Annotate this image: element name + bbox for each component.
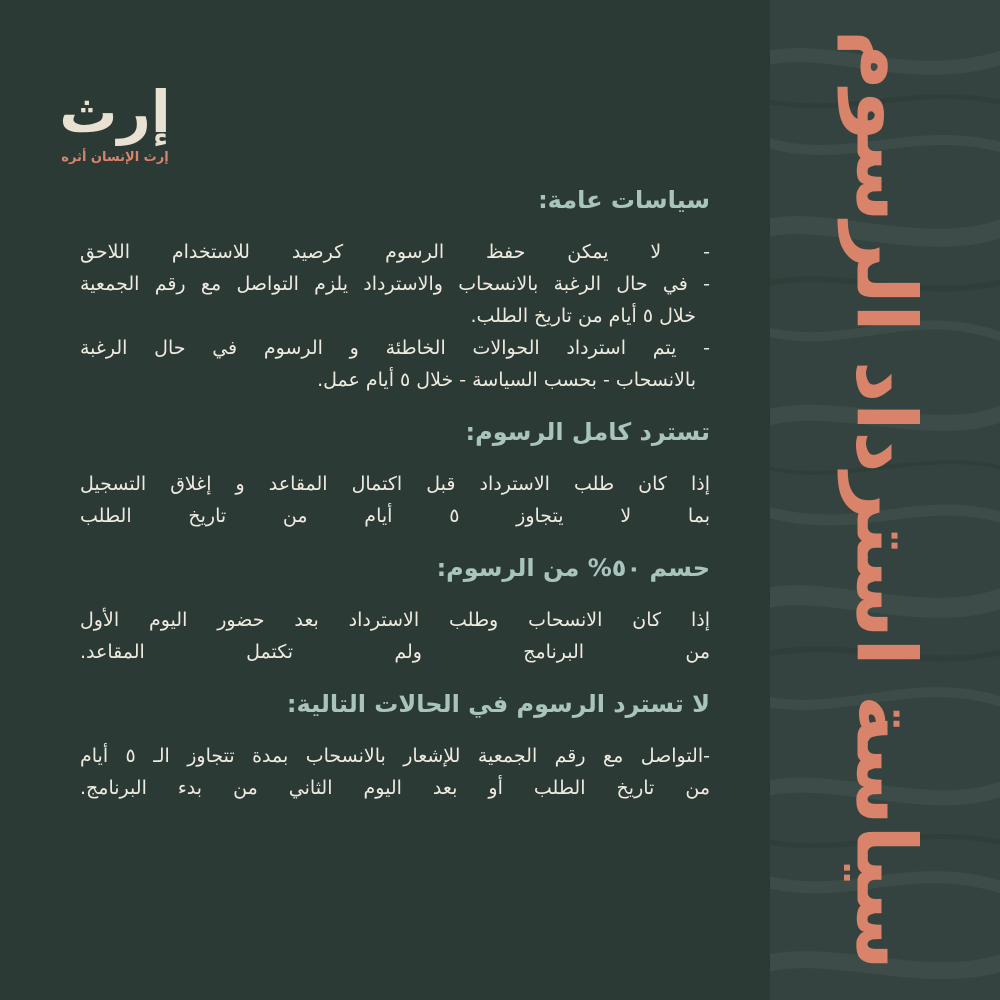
- logo: [50, 78, 180, 182]
- policy-line: - يتم استرداد الحوالات الخاطئة و الرسوم في حال الرغبة: [80, 337, 710, 359]
- policy-content: [80, 180, 710, 820]
- policy-line: من تاريخ الطلب أو بعد اليوم الثاني من بدء البرنامج.: [80, 777, 710, 799]
- policy-line: خلال ٥ أيام من تاريخ الطلب.: [470, 305, 696, 327]
- section-heading: حسم ٥٠% من الرسوم:: [436, 554, 710, 582]
- logo-mark: إرث: [59, 78, 171, 146]
- section-full-refund: [80, 412, 710, 532]
- section-heading: لا تسترد الرسوم في الحالات التالية:: [286, 690, 710, 718]
- logo-tagline: إرث الإنسان أثره: [61, 150, 169, 165]
- side-panel: [770, 0, 1000, 1000]
- policy-line: من البرنامج ولم تكتمل المقاعد.: [80, 641, 710, 663]
- policy-line: -التواصل مع رقم الجمعية للإشعار بالانسحاب بمدة تتجاوز الـ ٥ أيام: [80, 745, 710, 767]
- policy-line: إذا كان الانسحاب وطلب الاسترداد بعد حضور اليوم الأول: [80, 609, 710, 631]
- policy-line: - في حال الرغبة بالانسحاب والاسترداد يلزم التواصل مع رقم الجمعية: [80, 273, 710, 295]
- section-half-refund: [80, 548, 710, 668]
- policy-line: بما لا يتجاوز ٥ أيام من تاريخ الطلب: [80, 505, 710, 527]
- section-general: [80, 180, 710, 396]
- section-heading: تسترد كامل الرسوم:: [465, 418, 710, 446]
- policy-line: بالانسحاب - بحسب السياسة - خلال ٥ أيام عمل.: [317, 369, 696, 391]
- section-heading: سياسات عامة:: [538, 186, 710, 214]
- section-no-refund: [80, 684, 710, 804]
- policy-line: - لا يمكن حفظ الرسوم كرصيد للاستخدام اللاحق: [80, 241, 710, 263]
- policy-line: إذا كان طلب الاسترداد قبل اكتمال المقاعد و إغلاق التسجيل: [80, 473, 710, 495]
- side-title: سياسة استرداد الرسوم: [837, 30, 933, 970]
